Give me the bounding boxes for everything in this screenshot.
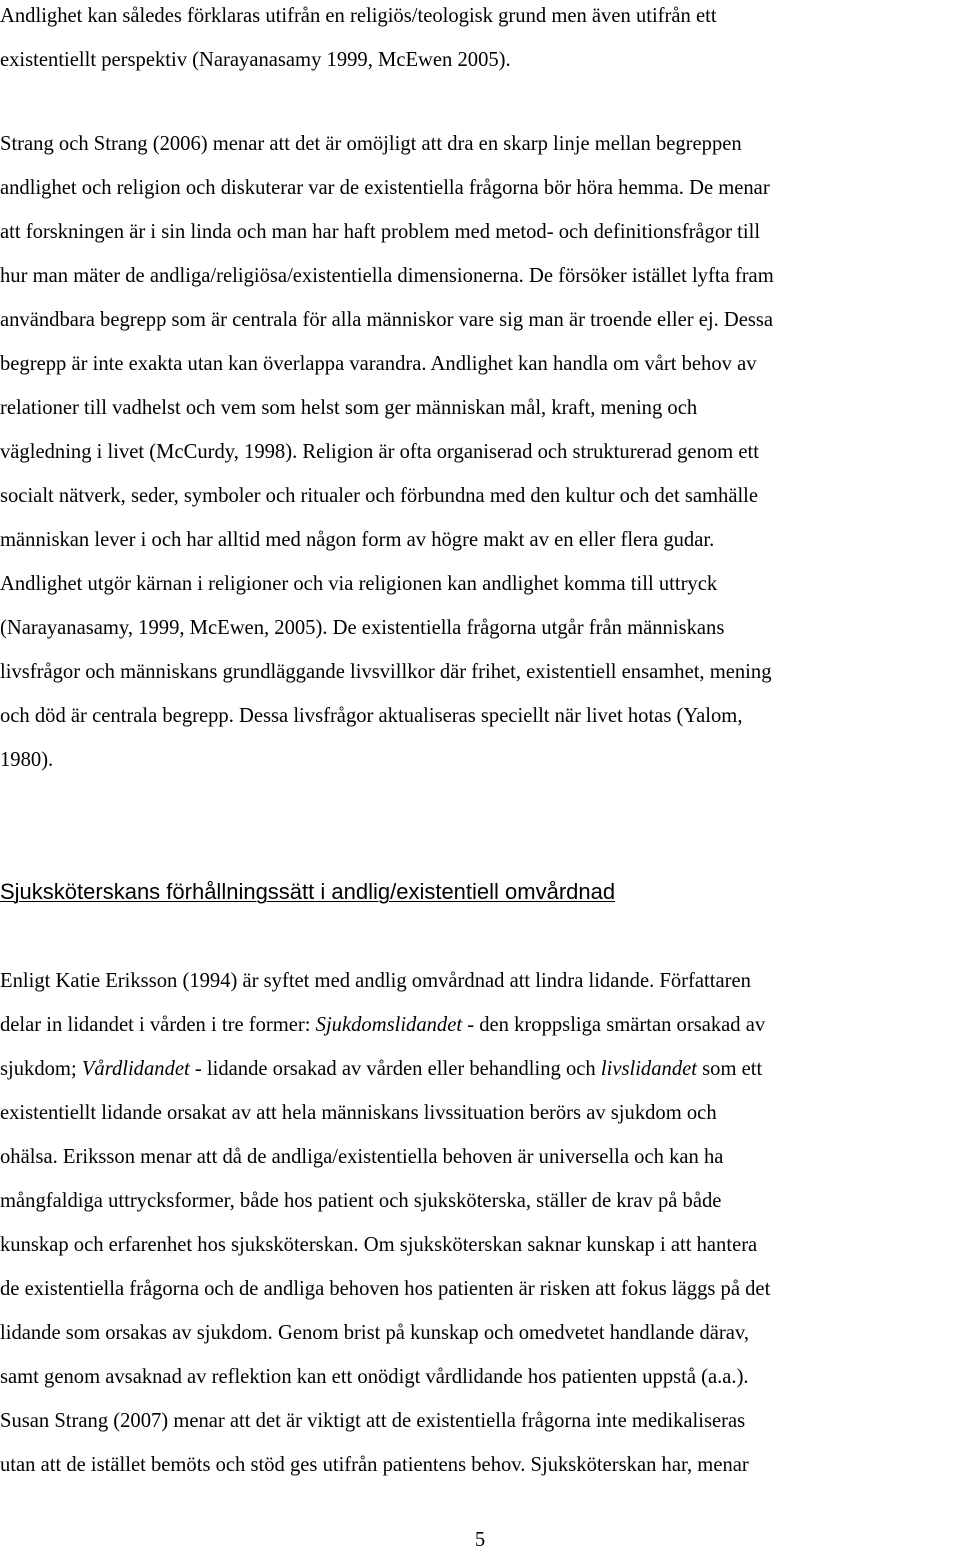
- text-run: sjukdom;: [0, 1058, 82, 1080]
- text-line: Andlighet kan således förklaras utifrån en religiös/teologisk grund men även utifrån ett: [0, 5, 717, 27]
- text-line: [0, 1047, 960, 1091]
- text-line: [0, 1003, 960, 1047]
- text-line: kunskap och erfarenhet hos sjuksköterskan. Om sjuksköterskan saknar kunskap i att hantera: [0, 1234, 758, 1256]
- text-line: att forskningen är i sin linda och man har haft problem med metod- och definitionsfrågor till: [0, 221, 761, 243]
- text-line: mångfaldiga uttrycksformer, både hos patient och sjuksköterska, ställer de krav på både: [0, 1190, 722, 1212]
- text-line: existentiellt lidande orsakat av att hela människans livssituation berörs av sjukdom och: [0, 1102, 717, 1124]
- text-line: vägledning i livet (McCurdy, 1998). Religion är ofta organiserad och strukturerad genom ett: [0, 441, 759, 463]
- text-line: (Narayanasamy, 1999, McEwen, 2005). De existentiella frågorna utgår från människans: [0, 617, 725, 639]
- text-line: utan att de istället bemöts och stöd ges utifrån patientens behov. Sjuksköterskan har, menar: [0, 1454, 749, 1476]
- text-line: relationer till vadhelst och vem som helst som ger människan mål, kraft, mening och: [0, 397, 698, 419]
- text-line: existentiellt perspektiv (Narayanasamy 1999, McEwen 2005).: [0, 49, 511, 71]
- text-line: Susan Strang (2007) menar att det är viktigt att de existentiella frågorna inte medikaliseras: [0, 1410, 746, 1432]
- text-line: Andlighet utgör kärnan i religioner och via religionen kan andlighet komma till uttryck: [0, 573, 718, 595]
- text-line: hur man mäter de andliga/religiösa/existentiella dimensionerna. De försöker istället lyfta fram: [0, 265, 774, 287]
- text-line: människan lever i och har alltid med någon form av högre makt av en eller flera gudar.: [0, 529, 715, 551]
- italic-term-vardlidandet: Vårdlidandet: [81, 1058, 190, 1080]
- text-line: lidande som orsakas av sjukdom. Genom brist på kunskap och omedvetet handlande därav,: [0, 1322, 750, 1344]
- text-run: delar in lidandet i vården i tre former:: [0, 1014, 316, 1036]
- body-paragraph: [0, 959, 960, 1487]
- page-number: 5: [474, 1529, 486, 1551]
- italic-term-sjukdomslidandet: Sjukdomslidandet: [315, 1014, 463, 1036]
- text-line: begrepp är inte exakta utan kan överlappa varandra. Andlighet kan handla om vårt behov av: [0, 353, 757, 375]
- italic-term-livslidandet: livslidandet: [600, 1058, 697, 1080]
- text-run: - lidande orsakad av vården eller behandling och: [189, 1058, 601, 1080]
- text-line: Strang och Strang (2006) menar att det är omöjligt att dra en skarp linje mellan begreppen: [0, 133, 742, 155]
- text-line: samt genom avsaknad av reflektion kan ett onödigt vårdlidande hos patienten uppstå (a.a.).: [0, 1366, 749, 1388]
- text-run: - den kroppsliga smärtan orsakad av: [462, 1014, 766, 1036]
- text-line: användbara begrepp som är centrala för alla människor vare sig man är troende eller ej. Dessa: [0, 309, 774, 331]
- text-line: och död är centrala begrepp. Dessa livsfrågor aktualiseras speciellt när livet hotas (Yalom,: [0, 705, 743, 727]
- text-line: 1980).: [0, 749, 54, 771]
- text-line: andlighet och religion och diskuterar var de existentiella frågorna bör höra hemma. De menar: [0, 177, 770, 199]
- body-paragraph: [0, 122, 960, 782]
- text-line: Enligt Katie Eriksson (1994) är syftet med andlig omvårdnad att lindra lidande. Författaren: [0, 970, 751, 992]
- text-line: de existentiella frågorna och de andliga behoven hos patienten är risken att fokus läggs på det: [0, 1278, 771, 1300]
- text-run: som ett: [696, 1058, 763, 1080]
- text-line: socialt nätverk, seder, symboler och ritualer och förbundna med den kultur och det samhälle: [0, 485, 759, 507]
- body-paragraph: [0, 0, 960, 82]
- text-line: ohälsa. Eriksson menar att då de andliga/existentiella behoven är universella och kan ha: [0, 1146, 724, 1168]
- section-heading: Sjuksköterskans förhållningssätt i andlig/existentiell omvårdnad: [0, 879, 616, 904]
- text-line: livsfrågor och människans grundläggande livsvillkor där frihet, existentiell ensamhet, mening: [0, 661, 772, 683]
